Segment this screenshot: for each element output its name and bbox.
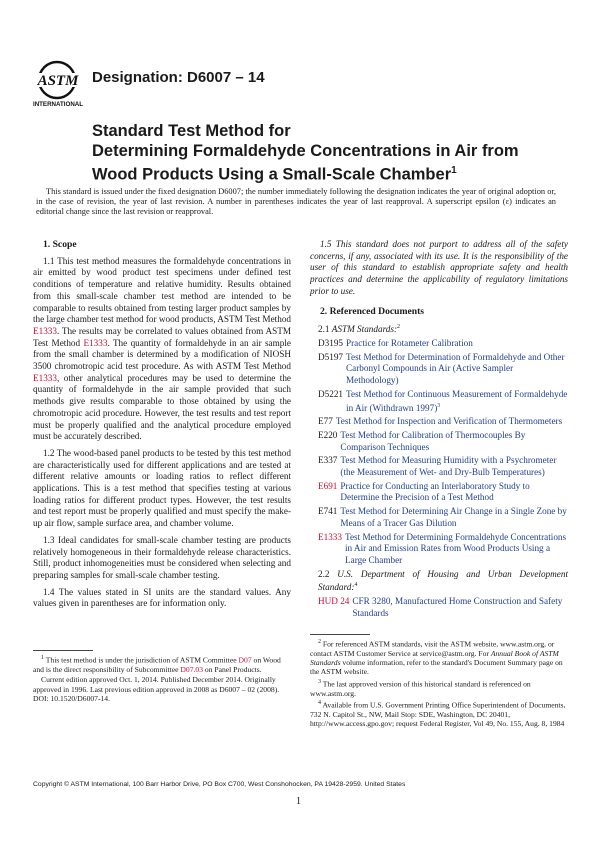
reference-code[interactable]: E220 (318, 429, 338, 440)
link-e1333[interactable]: E1333 (83, 337, 108, 348)
section-heading-references: 2. Referenced Documents (320, 305, 424, 317)
footnote-1-text-c: on Panel Products. (203, 665, 262, 675)
standard-title (92, 121, 562, 185)
reference-code[interactable]: D5197 (318, 351, 344, 362)
footnote-divider (33, 650, 93, 651)
p1-text-a: 1.1 This test method measures the formaldehyde concentrations in air emitted by wood product test specimens under defined test conditions of temperature and relative humidity. Results obtained from this small-scale chamber test method are intended to be comparable to results obtained from testing larger product samples by the large chamber test method for wood products, ASTM Test Method (33, 255, 292, 325)
reference-item[interactable] (318, 532, 568, 567)
reference-code[interactable]: E1333 (318, 531, 342, 542)
reference-title-text[interactable]: Test Method for Inspection and Verification of Thermometers (335, 416, 563, 427)
link-e1333[interactable]: E1333 (33, 372, 57, 383)
hud-standard-label (318, 569, 568, 594)
hud-label-mark: 4 (354, 582, 358, 589)
footnote-2-text-a: For referenced ASTM standards, visit the ASTM website, www.astm.org, or contact ASTM Customer Service at service@astm.org. For (310, 639, 555, 658)
footnote-2-mark: 2 (318, 638, 321, 645)
reference-title-text[interactable]: Test Method for Determination of Formaldehyde and Other Carbonyl Compounds in Air (Active Sampler Methodology) (346, 351, 565, 386)
footnote-4-mark: 4 (318, 700, 321, 707)
paragraph-1-1 (33, 256, 291, 443)
reference-title[interactable] (340, 481, 568, 504)
reference-title[interactable] (336, 416, 562, 428)
footnote-3-text: The last approved version of this historical standard is referenced on www.astm.org. (310, 679, 531, 698)
p1-text-b: . The results may be correlated to values obtained from ASTM Test Method (33, 325, 291, 348)
footnote-divider (310, 634, 370, 635)
link-d07-03[interactable]: D07.03 (180, 665, 203, 675)
reference-code[interactable]: E337 (318, 455, 338, 466)
right-column (310, 239, 568, 730)
reference-item[interactable] (318, 455, 568, 478)
footnote-3-mark: 3 (318, 678, 321, 685)
footnote-4-text: Available from U.S. Government Printing Office Superintendent of Documents, 732 N. Capitol St., NW, Mail Stop: SDE, Washington, DC 20401, http://www.access.gpo.gov; request Federal Register, Vol 49, No. 155, Aug. 8, 1984 (310, 700, 566, 729)
reference-title[interactable] (340, 430, 568, 453)
reference-hud[interactable] (318, 596, 568, 619)
reference-code[interactable]: E741 (318, 506, 338, 517)
reference-item[interactable] (318, 389, 568, 414)
footnote-1-edition: Current edition approved Oct. 1, 2014. Published December 2014. Originally approved in 1996. Last previous edition approved in 2008 as D6007 – 02 (2008). DOI: 10.1520/D6007-14. (33, 675, 280, 704)
footnotes-right (310, 638, 568, 729)
reference-code[interactable]: D3195 (318, 337, 344, 348)
footnote-3 (310, 678, 568, 698)
hud-label-title: U.S. Department of Housing and Urban Development Standard: (318, 568, 568, 593)
title-footnote-mark: 1 (451, 165, 457, 176)
title-line-2: Determining Formaldehyde Concentrations in Air from (92, 142, 519, 160)
logo-subtext: INTERNATIONAL (33, 101, 84, 108)
reference-title[interactable] (346, 389, 568, 414)
left-column (33, 239, 291, 705)
p1-text-c: . The quantity of formaldehyde in an air sample from the small chamber is determined by a modification of NIOSH 3500 chromotropic acid test procedure. As with ASTM Test Method (33, 337, 291, 372)
issued-note: This standard is issued under the fixed designation D6007; the number immediately following the designation indicates the year of original adoption or, in the case of revision, the year of last revision. A number in parentheses indicates the year of last reapproval. A superscript epsilon (ε) indicates an editorial change since the last revision or reapproval. (36, 187, 556, 216)
reference-code[interactable]: HUD 24 (318, 596, 350, 607)
section-heading-scope: 1. Scope (43, 239, 77, 250)
paragraph-1-2: 1.2 The wood-based panel products to be tested by this test method are characteristically used for different applications and are tested at different relative amounts or loading ratios to reflect different applications. This is a test method that specifies testing at various loading ratios for different product types. However, the test results and test report must be properly qualified and must specify the make-up air flow, sample surface area, and chamber volume. (33, 447, 291, 529)
astm-label-num: 2.1 (318, 324, 332, 335)
reference-title-text[interactable]: Practice for Conducting an Interlaboratory Study to Determine the Precision of a Test Method (340, 480, 530, 503)
reference-code[interactable]: E691 (318, 480, 338, 491)
reference-title[interactable] (346, 352, 568, 387)
paragraph-1-4: 1.4 The values stated in SI units are the standard values. Any values given in parentheses are for information only. (33, 586, 291, 609)
footnote-1-text-a: This test method is under the jurisdiction of ASTM Committee (45, 655, 239, 665)
footnote-1-mark: 1 (41, 655, 44, 662)
hud-label-num: 2.2 (318, 568, 338, 579)
link-d07[interactable]: D07 (238, 655, 252, 665)
footnote-4 (310, 699, 568, 729)
reference-item[interactable] (318, 416, 568, 428)
title-line-3 (92, 161, 562, 185)
reference-title-text[interactable]: Test Method for Determining Air Change in a Single Zone by Means of a Tracer Gas Dilution (340, 506, 567, 528)
reference-footnote-mark: 3 (437, 402, 441, 409)
designation: Designation: D6007 – 14 (92, 69, 265, 86)
reference-code[interactable]: E77 (318, 416, 333, 427)
reference-title-text[interactable]: Practice for Rotameter Calibration (346, 337, 473, 348)
reference-list (310, 338, 568, 567)
reference-title-text[interactable]: Test Method for Continuous Measurement of Formaldehyde in Air (Withdrawn 1997) (346, 388, 568, 413)
reference-item[interactable] (318, 430, 568, 453)
footnote-1 (33, 654, 291, 674)
reference-item[interactable] (318, 481, 568, 504)
reference-title[interactable] (345, 532, 568, 567)
p1-text-d: , other analytical procedures may be used to determine the quantity of formaldehyde in the air sample provided that such methods give results comparable to those obtained by using the chromotropic acid procedure. However, the test results and test report must be properly qualified and the analytical procedure employed must be accurately described. (33, 372, 291, 442)
title-line-1: Standard Test Method for (92, 122, 291, 140)
reference-item[interactable] (318, 338, 568, 350)
paragraph-1-5: 1.5 This standard does not purport to address all of the safety concerns, if any, associated with its use. It is the responsibility of the user of this standard to establish appropriate safety and health practices and determine the applicability of regulatory limitations prior to use. (310, 239, 568, 296)
astm-logo (33, 58, 87, 110)
astm-label-title: ASTM Standards: (331, 324, 398, 335)
reference-item[interactable] (318, 352, 568, 387)
page-number: 1 (296, 796, 301, 807)
footnote-2-text-b: volume information, refer to the standard's Document Summary page on the ASTM website. (310, 657, 563, 677)
paragraph-1-3: 1.3 Ideal candidates for small-scale chamber testing are products relatively homogeneous in their formaldehyde release characteristics. Still, product inhomogeneities must be considered when selecting and preparing samples for small-scale chamber testing. (33, 534, 291, 580)
footnotes-left (33, 654, 291, 704)
reference-title[interactable] (340, 455, 568, 478)
reference-title-text[interactable]: Test Method for Determining Formaldehyde Concentrations in Air and Emission Rates from Wood Products Using a Large Chamber (345, 531, 567, 565)
link-e1333[interactable]: E1333 (33, 325, 57, 336)
title-line-3-text: Wood Products Using a Small-Scale Chamber (92, 165, 452, 184)
reference-title[interactable] (346, 338, 473, 350)
footnote-2 (310, 638, 568, 677)
copyright-notice: Copyright © ASTM International, 100 Barr Harbor Drive, PO Box C700, West Conshohocken, PA 19428-2959. United States (33, 781, 406, 788)
reference-code[interactable]: D5221 (318, 388, 344, 399)
footnote-1-text-b: on Wood and is the direct responsibility of Subcommittee (33, 655, 281, 675)
astm-standards-label (318, 322, 568, 336)
logo-text: ASTM (37, 73, 79, 89)
reference-title-text[interactable]: Test Method for Calibration of Thermocouples By Comparison Techniques (340, 429, 526, 452)
reference-title[interactable] (340, 506, 568, 529)
reference-title[interactable]: CFR 3280, Manufactured Home Construction and Safety Standards (352, 596, 563, 618)
footnote-2-italic: Annual Book of ASTM Standards (310, 648, 559, 667)
reference-item[interactable] (318, 506, 568, 529)
astm-label-mark: 2 (397, 324, 401, 331)
reference-title-text[interactable]: Test Method for Measuring Humidity with a Psychrometer (the Measurement of Wet- and Dry-Bulb Temperatures) (340, 455, 557, 478)
